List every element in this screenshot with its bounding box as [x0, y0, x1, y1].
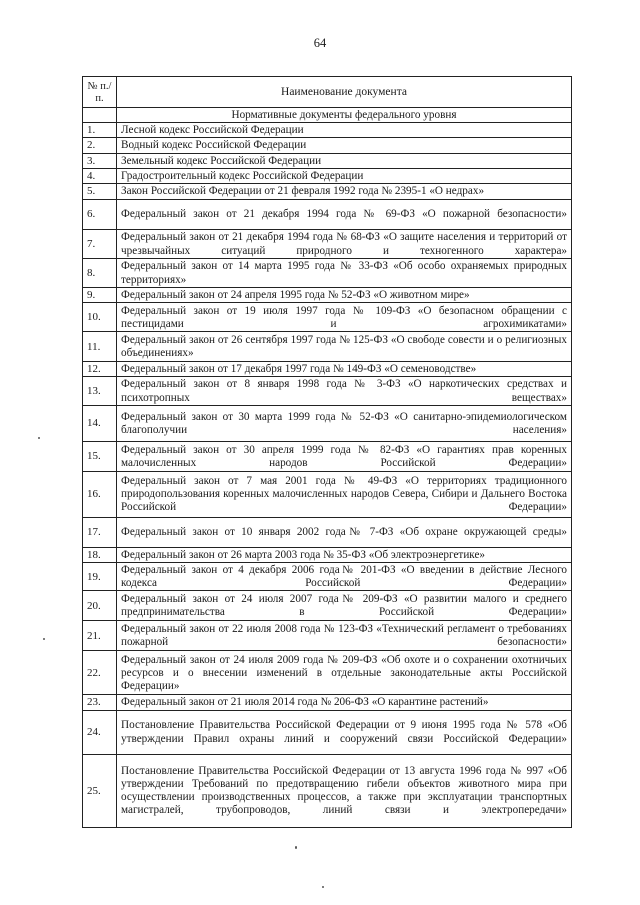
table-row [83, 405, 572, 441]
table-row [83, 591, 572, 621]
row-number: 18. [83, 547, 117, 562]
document-name: Федеральный закон от 30 апреля 1999 года № 82-ФЗ «О гарантиях прав коренных малочисленных народов Российской Федерации» [117, 441, 572, 471]
table-row [83, 332, 572, 362]
section-title: Нормативные документы федерального уровня [117, 108, 572, 123]
row-number: 12. [83, 362, 117, 377]
row-number: 22. [83, 651, 117, 695]
document-name: Федеральный закон от 24 июля 2009 года № 209-ФЗ «Об охоте и о сохранении охотничьих ресурсов и о внесении изменений в отдельные законодательные акты Российской Федерации» [117, 651, 572, 695]
table-row [83, 230, 572, 259]
scan-speck [295, 846, 297, 849]
table-row [83, 621, 572, 651]
scan-speck [43, 638, 45, 640]
row-number: 8. [83, 259, 117, 288]
table-row [83, 651, 572, 695]
row-number: 11. [83, 332, 117, 362]
row-number: 2. [83, 138, 117, 153]
row-number: 21. [83, 621, 117, 651]
table-row [83, 471, 572, 517]
row-number: 16. [83, 471, 117, 517]
document-name: Федеральный закон от 26 сентября 1997 года № 125-ФЗ «О свободе совести и о религиозных объединениях» [117, 332, 572, 362]
document-name: Водный кодекс Российской Федерации [117, 138, 572, 153]
document-name: Федеральный закон от 21 июля 2014 года № 206-ФЗ «О карантине растений» [117, 695, 572, 710]
document-name: Федеральный закон от 30 марта 1999 года № 52-ФЗ «О санитарно-эпидемиологическом благополучии населения» [117, 405, 572, 441]
scan-speck [322, 886, 324, 888]
document-name: Федеральный закон от 19 июля 1997 года № 109-ФЗ «О безопасном обращении с пестицидами и агрохимикатами» [117, 303, 572, 332]
table-row [83, 563, 572, 591]
table-row [83, 441, 572, 471]
table-row [83, 200, 572, 230]
table-row [83, 184, 572, 200]
document-name: Федеральный закон от 8 января 1998 года № 3-ФЗ «О наркотических средствах и психотропных веществах» [117, 377, 572, 405]
page-number: 64 [313, 36, 327, 50]
row-number: 25. [83, 754, 117, 827]
table-row [83, 123, 572, 138]
document-name: Федеральный закон от 10 января 2002 года№ 7-ФЗ «Об охране окружающей среды» [117, 517, 572, 547]
document-name: Градостроительный кодекс Российской Федерации [117, 168, 572, 183]
document-name: Федеральный закон от 4 декабря 2006 года№ 201-ФЗ «О введении в действие Лесного кодекса Российской Федерации» [117, 563, 572, 591]
document-name: Федеральный закон от 21 декабря 1994 года № 69-ФЗ «О пожарной безопасности» [117, 200, 572, 230]
table-row [83, 288, 572, 303]
document-name: Федеральный закон от 24 апреля 1995 года № 52-ФЗ «О животном мире» [117, 288, 572, 303]
document-name: Лесной кодекс Российской Федерации [117, 123, 572, 138]
document-name: Постановление Правительства Российской Федерации от 9 июня 1995 года № 578 «Об утверждении Правил охраны линий и сооружений связи Российской Федерации» [117, 710, 572, 754]
document-name: Федеральный закон от 7 мая 2001 года № 49-ФЗ «О территориях традиционного природопользования коренных малочисленных народов Севера, Сибири и Дальнего Востока Российской Федерации» [117, 471, 572, 517]
row-number: 20. [83, 591, 117, 621]
table-row [83, 138, 572, 153]
table-row [83, 303, 572, 332]
document-name: Земельный кодекс Российской Федерации [117, 153, 572, 168]
table-row [83, 168, 572, 183]
row-number: 7. [83, 230, 117, 259]
column-header-number: № п./п. [83, 77, 117, 108]
section-number-cell [83, 108, 117, 123]
document-name: Федеральный закон от 17 декабря 1997 года № 149-ФЗ «О семеноводстве» [117, 362, 572, 377]
row-number: 15. [83, 441, 117, 471]
row-number: 13. [83, 377, 117, 405]
table-row [83, 362, 572, 377]
table-body [83, 108, 572, 828]
row-number: 14. [83, 405, 117, 441]
document-name: Федеральный закон от 21 декабря 1994 года № 68-ФЗ «О защите населения и территорий от чрезвычайных ситуаций природного и техногенного характера» [117, 230, 572, 259]
table-row [83, 547, 572, 562]
table-row [83, 754, 572, 827]
document-name: Федеральный закон от 24 июля 2007 года№ 209-ФЗ «О развитии малого и среднего предпринимательства в Российской Федерации» [117, 591, 572, 621]
document-name: Федеральный закон от 22 июля 2008 года № 123-ФЗ «Технический регламент о требованиях пожарной безопасности» [117, 621, 572, 651]
table-row [83, 259, 572, 288]
table-row [83, 153, 572, 168]
section-row [83, 108, 572, 123]
documents-table [82, 76, 572, 828]
row-number: 4. [83, 168, 117, 183]
table-row [83, 517, 572, 547]
row-number: 24. [83, 710, 117, 754]
table-header-row [83, 77, 572, 108]
table-row [83, 710, 572, 754]
table-row [83, 377, 572, 405]
table-row [83, 695, 572, 710]
row-number: 23. [83, 695, 117, 710]
scan-speck [38, 437, 40, 439]
row-number: 6. [83, 200, 117, 230]
document-name: Постановление Правительства Российской Федерации от 13 августа 1996 года № 997 «Об утверждении Требований по предотвращению гибели объектов животного мира при осуществлении производственных процессов, а также при эксплуатации транспортных магистралей, трубопроводов, линий связи и электропередачи» [117, 754, 572, 827]
row-number: 3. [83, 153, 117, 168]
document-name: Федеральный закон от 26 марта 2003 года № 35-ФЗ «Об электроэнергетике» [117, 547, 572, 562]
document-name: Закон Российской Федерации от 21 февраля 1992 года № 2395-1 «О недрах» [117, 184, 572, 200]
row-number: 5. [83, 184, 117, 200]
column-header-name: Наименование документа [117, 77, 572, 108]
row-number: 19. [83, 563, 117, 591]
row-number: 1. [83, 123, 117, 138]
row-number: 10. [83, 303, 117, 332]
row-number: 9. [83, 288, 117, 303]
document-name: Федеральный закон от 14 марта 1995 года № 33-ФЗ «Об особо охраняемых природных территориях» [117, 259, 572, 288]
row-number: 17. [83, 517, 117, 547]
